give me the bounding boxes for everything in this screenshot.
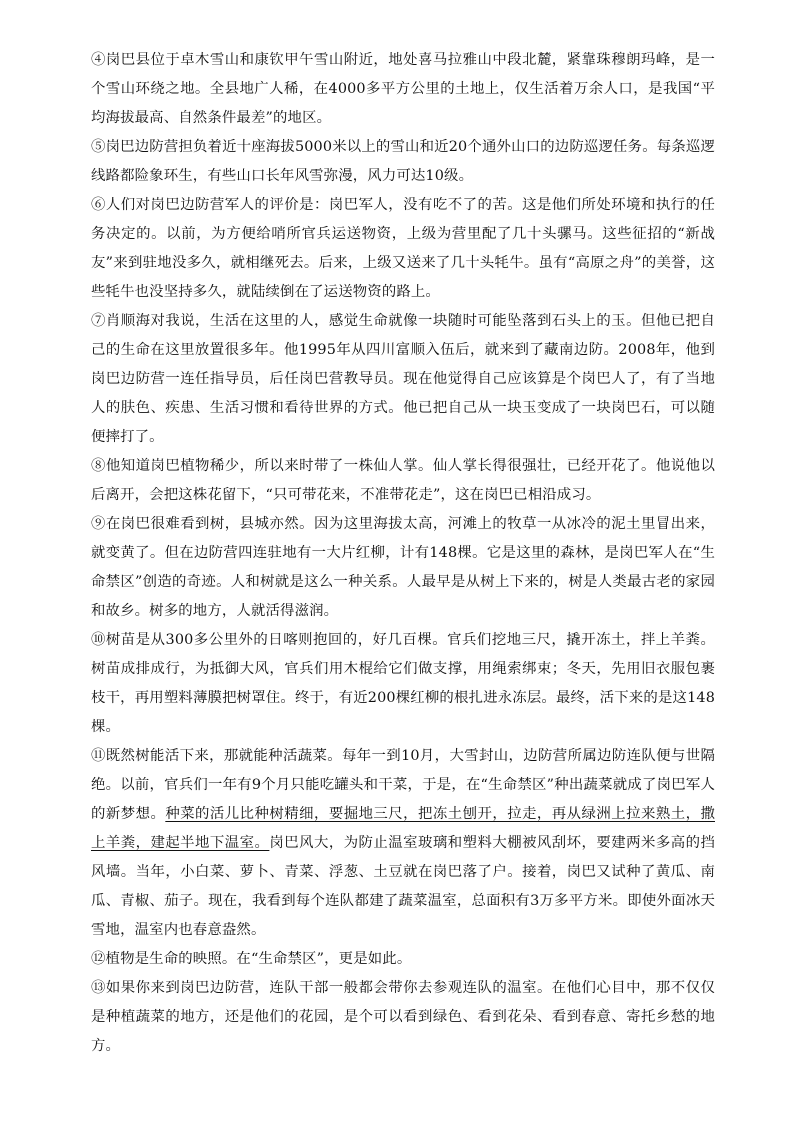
- paragraph-9-text: ⑨在岗巴很难看到树，县城亦然。因为这里海拔太高，河滩上的牧草一从冰冷的泥土里冒出来，就变黄了。但在边防营四连驻地有一大片红柳，计有148棵。它是这里的森林，是岗巴军人在“生命禁区”创造的奇迹。人和树就是这么一种关系。人最早是从树上下来的，树是人类最古老的家园和故乡。树多的地方，人就活得滋润。: [91, 516, 715, 619]
- paragraph-11: [91, 742, 715, 945]
- paragraph-9: [91, 510, 715, 626]
- paragraph-13: [91, 974, 715, 1061]
- paragraph-11-text-b: 岗巴风大，为防止温室玻璃和塑料大棚被风刮坏，要建两米多高的挡风墙。当年，小白菜、萝卜、青菜、浮葱、土豆就在岗巴落了户。接着，岗巴又试种了黄瓜、南瓜、青椒、茄子。现在，我看到每个连队都建了蔬菜温室，总面积有3万多平方米。即使外面冰天雪地，温室内也春意盎然。: [91, 835, 715, 938]
- paragraph-10: [91, 626, 715, 742]
- paragraph-10-text: ⑩树苗是从300多公里外的日喀则抱回的，好几百棵。官兵们挖地三尺，撬开冻土，拌上羊粪。树苗成排成行，为抵御大风，官兵们用木棍给它们做支撑，用绳索绑束；冬天，先用旧衣服包裹枝干，再用塑料薄膜把树罩住。终于，有近200棵红柳的根扎进永冻层。最终，活下来的是这148棵。: [91, 632, 715, 735]
- paragraph-5: [91, 133, 715, 191]
- paragraph-12-text: ⑫植物是生命的映照。在“生命禁区”，更是如此。: [91, 951, 412, 967]
- paragraph-13-text: ⑬如果你来到岗巴边防营，连队干部一般都会带你去参观连队的温室。在他们心目中，那不仅仅是种植蔬菜的地方，还是他们的花园，是个可以看到绿色、看到花朵、看到春意、寄托乡愁的地方。: [91, 980, 715, 1054]
- paragraph-7-text: ⑦肖顺海对我说，生活在这里的人，感觉生命就像一块随时可能坠落到石头上的玉。但他已把自己的生命在这里放置很多年。他1995年从四川富顺入伍后，就来到了藏南边防。2008年，他到岗巴边防营一连任指导员，后任岗巴营教导员。现在他觉得自己应该算是个岗巴人了，有了当地人的肤色、疾患、生活习惯和看待世界的方式。他已把自己从一块玉变成了一块岗巴石，可以随便摔打了。: [91, 313, 715, 445]
- paragraph-4-text: ④岗巴县位于卓木雪山和康钦甲午雪山附近，地处喜马拉雅山中段北麓，紧靠珠穆朗玛峰，是一个雪山环绕之地。全县地广人稀，在4000多平方公里的土地上，仅生活着万余人口，是我国“平均海拔最高、自然条件最差”的地区。: [91, 52, 715, 126]
- paragraph-6-text: ⑥人们对岗巴边防营军人的评价是：岗巴军人，没有吃不了的苦。这是他们所处环境和执行的任务决定的。以前，为方便给哨所官兵运送物资，上级为营里配了几十头骡马。这些征招的“新战友”来到驻地没多久，就相继死去。后来，上级又送来了几十头牦牛。虽有“高原之舟”的美誉，这些牦牛也没坚持多久，就陆续倒在了运送物资的路上。: [91, 197, 715, 300]
- paragraph-5-text: ⑤岗巴边防营担负着近十座海拔5000米以上的雪山和近20个通外山口的边防巡逻任务。每条巡逻线路都险象环生，有些山口长年风雪弥漫，风力可达10级。: [91, 139, 715, 184]
- paragraph-11-text-a: ⑪既然树能活下来，那就能种活蔬菜。每年一到10月，大雪封山，边防营所属边防连队便与世隔绝。以前，官兵们一年有9个月只能吃罐头和干菜，于是，在“生命禁区”种出蔬菜就成了岗巴军人的新梦想。: [91, 748, 715, 822]
- paragraph-8: [91, 452, 715, 510]
- paragraph-6: [91, 191, 715, 307]
- paragraph-4: [91, 46, 715, 133]
- paragraph-7: [91, 307, 715, 452]
- document-page: [91, 46, 715, 1061]
- paragraph-12: [91, 945, 715, 974]
- paragraph-11-underlined-sentence: 种菜的活儿比种树精细，要掘地三尺，把冻土刨开，拉走，再从绿洲上拉来熟土，撒上羊粪，建起半地下温室。: [91, 806, 715, 851]
- paragraph-8-text: ⑧他知道岗巴植物稀少，所以来时带了一株仙人掌。仙人掌长得很强壮，已经开花了。他说他以后离开，会把这株花留下，“只可带花来，不准带花走”，这在岗巴已相沿成习。: [91, 458, 715, 503]
